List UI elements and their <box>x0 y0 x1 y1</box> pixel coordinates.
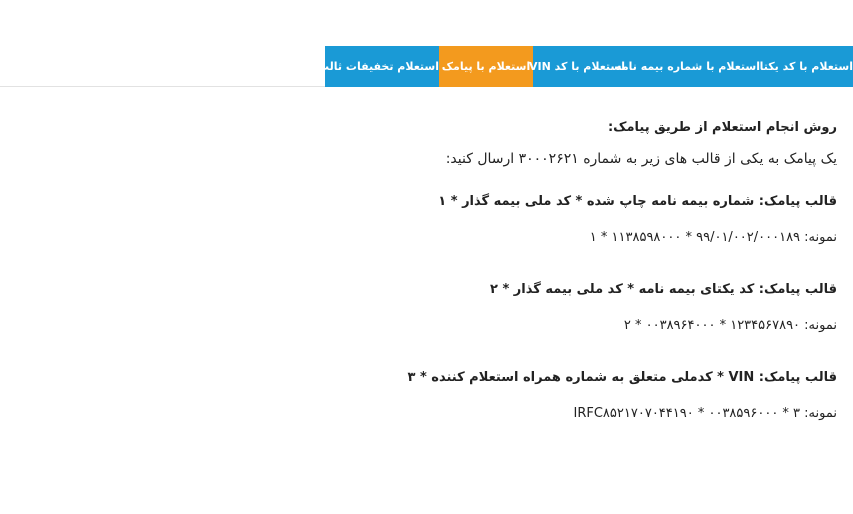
inquiry-tabs <box>318 46 853 87</box>
sms-format-1: قالب پیامک: شماره بیمه نامه چاپ شده * کد ملی بیمه گذار * ۱ <box>438 194 837 209</box>
format-block-2 <box>137 278 837 338</box>
sms-inquiry-content <box>137 116 837 426</box>
tab-policy-number-inquiry[interactable]: استعلام با شماره بیمه نامه <box>625 46 760 87</box>
top-bar <box>0 0 853 87</box>
sms-sample-1: نمونه: ۹۹/۰۱/۰۰۲/۰۰۰۱۸۹ * ۱۱۳۸۵۹۸۰۰۰ * ۱ <box>589 230 837 245</box>
sms-sample-3: نمونه: IRFC۸۵۲۱۷۰۷۰۴۴۱۹۰ * ۰۰۳۸۵۹۶۰۰۰ * ۳ <box>573 406 837 421</box>
tab-sms-inquiry[interactable]: استعلام با پیامک <box>439 46 533 87</box>
sms-format-3: قالب پیامک: VIN * کدملی متعلق به شماره همراه استعلام کننده * ۳ <box>407 370 837 385</box>
tab-unique-code-inquiry[interactable]: استعلام با کد یکتا <box>760 46 853 87</box>
intro-text: یک پیامک به یکی از قالب های زیر به شماره ۳۰۰۰۲۶۲۱ ارسال کنید: <box>445 151 837 167</box>
tab-vin-inquiry[interactable]: استعلام با کد VIN <box>533 46 625 87</box>
tab-third-party-discount-inquiry[interactable]: استعلام تخفیفات ثالث <box>325 46 439 87</box>
section-heading: روش انجام استعلام از طریق پیامک: <box>607 120 837 135</box>
format-block-3 <box>137 366 837 426</box>
sms-sample-2: نمونه: ۱۲۳۴۵۶۷۸۹۰ * ۰۰۳۸۹۶۴۰۰۰ * ۲ <box>623 318 837 333</box>
sms-format-2: قالب پیامک: کد یکتای بیمه نامه * کد ملی بیمه گذار * ۲ <box>490 282 837 297</box>
format-block-1 <box>137 190 837 250</box>
